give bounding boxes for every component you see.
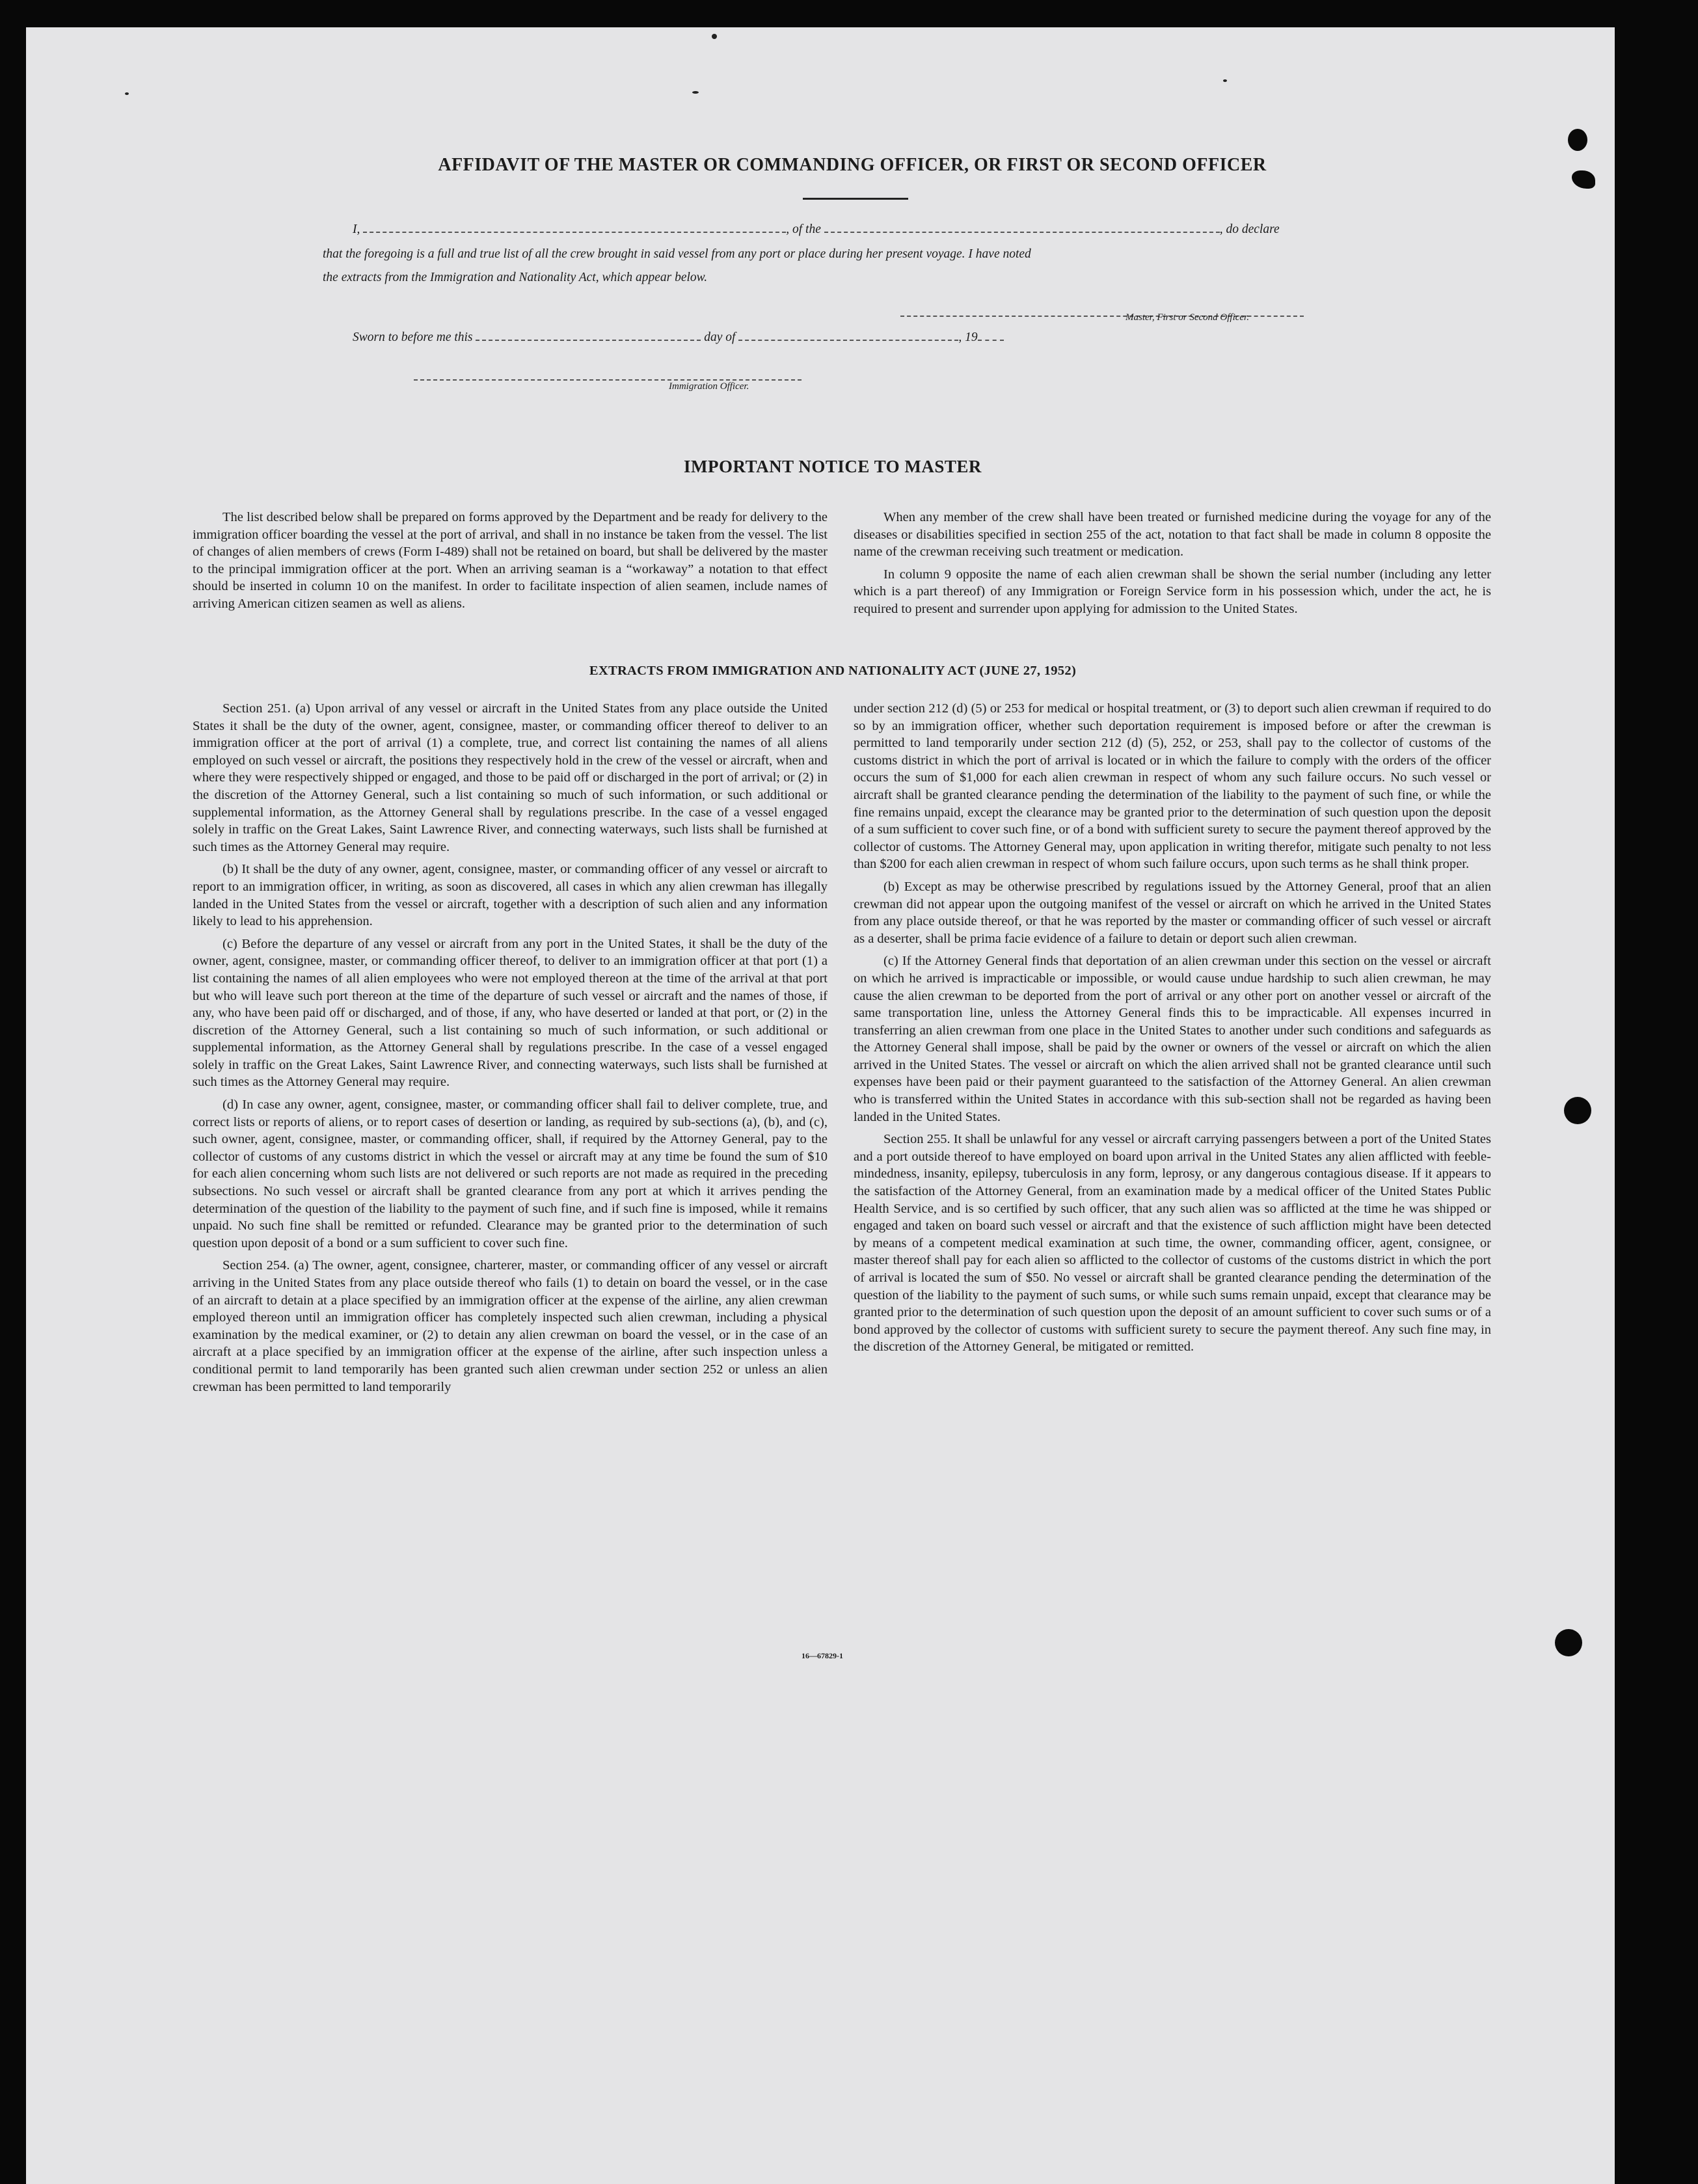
scan-speck bbox=[712, 34, 717, 39]
notice-right-paragraph-1: When any member of the crew shall have been treated or furnished medicine during the voyage for any of the diseases or disabilities specified in section 255 of the act, notation to that fact shall be made in column 8 opposite the name of the crewman receiving such treatment or medication. bbox=[854, 510, 1491, 559]
ink-blot bbox=[1568, 129, 1587, 151]
notice-left-paragraph: The list described below shall be prepared on forms approved by the Department and be ready for delivery to the immigration officer boarding the vessel at the port of arrival, and shall in no instance be taken from the vessel. The list of changes of alien members of crews (Form I-489) shall not be retained on board, but shall be delivered by the master to the principal immigration officer at the port. When an arriving seaman is a “workaway” a notation to that effect should be inserted in column 10 on the manifest. In order to facilitate inspection of alien seamen, include names of arriving American citizen seamen as well as aliens. bbox=[193, 510, 828, 611]
section-254-c: (c) If the Attorney General finds that deportation of an alien crewman under this section on the vessel or aircraft on which he arrived is impracticable or impossible, or would cause undue hardship to such alien crewman, he may cause the alien crewman to be deported from the port of arrival or any other port on another vessel or aircraft of the same transportation line, unless the Attorney General finds this to be impracticable. All expenses incurred in transferring an alien crewman from one place in the United States to another under such conditions and safeguards as the Attorney General shall impose, shall be paid by the owner or owners of the vessel or aircraft on which the alien arrived in the United States. The vessel or aircraft on which the alien arrived shall not be granted clearance until such expenses have been paid or their payment guaranteed to the satisfaction of the Attorney General. An alien crewman who is transferred within the United States in accordance with this sub-section shall not be regarded as having been landed in the United States. bbox=[854, 954, 1491, 1124]
scan-speck bbox=[125, 92, 129, 95]
affidavit-line-3: the extracts from the Immigration and Nationality Act, which appear below. bbox=[323, 271, 708, 284]
affidavit-i-label: I, bbox=[353, 222, 360, 236]
extracts-right-column bbox=[854, 700, 1491, 1361]
extracts-left-column bbox=[193, 700, 828, 1401]
year-label: , 19 bbox=[958, 330, 978, 344]
scan-speck bbox=[692, 91, 699, 94]
do-declare-label: , do declare bbox=[1219, 222, 1280, 236]
title-underline bbox=[803, 198, 908, 200]
notice-title: IMPORTANT NOTICE TO MASTER bbox=[684, 457, 982, 476]
affidavit-line-2: that the foregoing is a full and true list of all the crew brought in said vessel from any port or place during her present voyage. I have noted bbox=[323, 247, 1031, 261]
name-blank bbox=[363, 231, 786, 233]
year-blank bbox=[978, 339, 1004, 341]
section-254-a-continued: under section 212 (d) (5) or 253 for medical or hospital treatment, or (3) to deport such alien crewman if required to do so by an immigration officer, whether such deportation requirement is imposed before or after the crewman is permitted to land temporarily under section 212 (d) (5), 252, or 253, shall pay to the collector of customs of the customs district in which the port of arrival is located or in which the failure to comply with the orders of the officer occurs the sum of $1,000 for each alien crewman in respect of whom any such failure occurs. No such vessel or aircraft shall be granted clearance pending the determination of the liability to the payment of such fine, or while the fine remains unpaid, except the clearance may be granted prior to the determination of such question upon the deposit of a sum sufficient to cover such fine, or of a bond with sufficient surety to secure the payment thereof approved by the collector of customs. The Attorney General may, upon application in writing therefor, mitigate such penalty to not less than $200 for each alien crewman in respect of whom such failure occurs, upon such terms as he shall think proper. bbox=[854, 701, 1491, 872]
section-251-d: (d) In case any owner, agent, consignee, master, or commanding officer shall fail to deliver complete, true, and correct lists or reports of aliens, or to report cases of desertion or landing, as required by sub-sections (a), (b), and (c), such owner, agent, consignee, master, or commanding officer, shall, if required by the Attorney General, pay to the collector of customs of any customs district in which the vessel or aircraft may at any time be found the sum of $10 for each alien concerning whom such lists are not delivered or such reports are not made as required in the preceding subsections. No such vessel or aircraft shall be granted clearance from any port at which it arrives pending the determination of the question of the liability to the payment of such fine, and if such fine is imposed, while it remains unpaid. No such fine shall be remitted or refunded. Clearance may be granted prior to the determination of such question upon deposit of a bond or a sum sufficient to cover such fine. bbox=[193, 1098, 828, 1250]
of-the-label: , of the bbox=[786, 222, 821, 236]
section-251-b: (b) It shall be the duty of any owner, agent, consignee, master, or commanding officer of any vessel or aircraft to report to an immigration officer, in writing, as soon as discovered, all cases in which any alien crewman has illegally landed in the United States from the vessel or aircraft, together with a description of such alien and any information likely to lead to his apprehension. bbox=[193, 862, 828, 929]
notice-right-column bbox=[854, 509, 1491, 623]
section-255: Section 255. It shall be unlawful for any vessel or aircraft carrying passengers between a port of the United States and a port outside thereof to have employed on board upon arrival in the United States any alien afflicted with feeble-mindedness, insanity, epilepsy, tuberculosis in any form, leprosy, or any dangerous contagious disease. If it appears to the satisfaction of the Attorney General, from an examination made by a medical officer of the United States Public Health Service, and is so certified by such officer, that any such alien was so afflicted at the time he was shipped or engaged and taken on board such vessel or aircraft and that the existence of such affliction might have been detected by means of a competent medical examination at such time, the owner, commanding officer, agent, consignee, or master thereof shall pay for each alien so afflicted to the collector of customs of the customs district in which the port of arrival is located the sum of $50. No vessel or aircraft shall be granted clearance pending the determination of the question of the liability to the payment of such sums, or while such sums remain unpaid, except that clearance may be granted prior to the determination of such question upon the deposit of an amount sufficient to cover such sums or of a bond approved by the collector of customs with sufficient surety to secure the payment thereof. Any such fine may, in the discretion of the Attorney General, be mitigated or remitted. bbox=[854, 1132, 1491, 1355]
sworn-month-blank bbox=[738, 339, 958, 341]
document-page bbox=[26, 27, 1615, 2184]
form-number: 16—67829-1 bbox=[802, 1651, 843, 1660]
vessel-blank bbox=[824, 231, 1220, 233]
scan-speck bbox=[1223, 79, 1227, 82]
immigration-officer-label: Immigration Officer. bbox=[669, 381, 749, 392]
section-251-c: (c) Before the departure of any vessel or aircraft from any port in the United States, it shall be the duty of the owner, agent, consignee, master, or commanding officer thereof, to deliver to an immigration officer at that port (1) a list containing the names of all alien employees who were not employed thereon at the time of the arrival at that port but who will leave such port thereon at the time of the departure of such vessel or aircraft and the names of those, if any, who have been paid off or discharged, and of those, if any, who have deserted or landed at that port, or (2) in the discretion of the Attorney General, such a list containing so much of such information, or such additional or supplemental information, as the Attorney General shall by regulations prescribe. In the case of a vessel engaged solely in traffic on the Great Lakes, Saint Lawrence River, and connecting waterways, such lists shall be furnished at such times as the Attorney General may require. bbox=[193, 936, 828, 1090]
section-254-a: Section 254. (a) The owner, agent, consignee, charterer, master, or commanding officer of any vessel or aircraft arriving in the United States from any place outside thereof who fails (1) to detain on board the vessel, or in the case of an aircraft to detain at a place specified by an immigration officer at the expense of the airline, any alien crewman employed thereon until an immigration officer has completely inspected such alien crewman, including a physical examination by the medical examiner, or (2) to detain any alien crewman on board the vessel, or in the case of an aircraft at a place specified by an immigration officer at the expense of the airline, after such inspection unless a conditional permit to land temporarily has been granted such alien crewman under section 252 or unless an alien crewman has been permitted to land temporarily bbox=[193, 1258, 828, 1394]
affidavit-line-1 bbox=[353, 222, 1280, 237]
punch-hole bbox=[1564, 1097, 1591, 1124]
sworn-day-blank bbox=[476, 339, 701, 341]
sworn-line bbox=[353, 330, 1004, 345]
day-of-label: day of bbox=[704, 330, 736, 344]
master-signature-label: Master, First or Second Officer. bbox=[1125, 312, 1249, 323]
extracts-title: EXTRACTS FROM IMMIGRATION AND NATIONALITY ACT (JUNE 27, 1952) bbox=[589, 664, 1077, 678]
section-254-b: (b) Except as may be otherwise prescribed by regulations issued by the Attorney General, proof that an alien crewman did not appear upon the outgoing manifest of the vessel or aircraft on which he arrived in the United States from any place outside thereof, or that he was reported by the master or commanding officer of such vessel or aircraft as a deserter, shall be prima facie evidence of a failure to detain or deport such alien crewman. bbox=[854, 879, 1491, 946]
notice-right-paragraph-2: In column 9 opposite the name of each alien crewman shall be shown the serial number (including any letter which is a part thereof) of any Immigration or Foreign Service form in his possession which, under the act, he is required to present and surrender upon applying for admission to the United States. bbox=[854, 567, 1491, 616]
section-251-a: Section 251. (a) Upon arrival of any vessel or aircraft in the United States from any place outside the United States it shall be the duty of the owner, agent, consignee, master, or commanding officer thereof to deliver to an immigration officer at the port of arrival (1) a complete, true, and correct list containing the names of all aliens employed on such vessel or aircraft, the positions they respectively hold in the crew of the vessel or aircraft, when and where they were respectively shipped or engaged, and those to be paid off or discharged in the port of arrival; or (2) in the discretion of the Attorney General, such a list containing so much of such information, or such additional or supplemental information, as the Attorney General shall by regulations prescribe. In the case of a vessel engaged solely in traffic on the Great Lakes, Saint Lawrence River, and connecting waterways, such lists shall be furnished at such times as the Attorney General may require. bbox=[193, 701, 828, 854]
sworn-label: Sworn to before me this bbox=[353, 330, 473, 344]
affidavit-title: AFFIDAVIT OF THE MASTER OR COMMANDING OFFICER, OR FIRST OR SECOND OFFICER bbox=[438, 155, 1267, 175]
punch-hole bbox=[1555, 1629, 1582, 1656]
notice-left-column bbox=[193, 509, 828, 618]
